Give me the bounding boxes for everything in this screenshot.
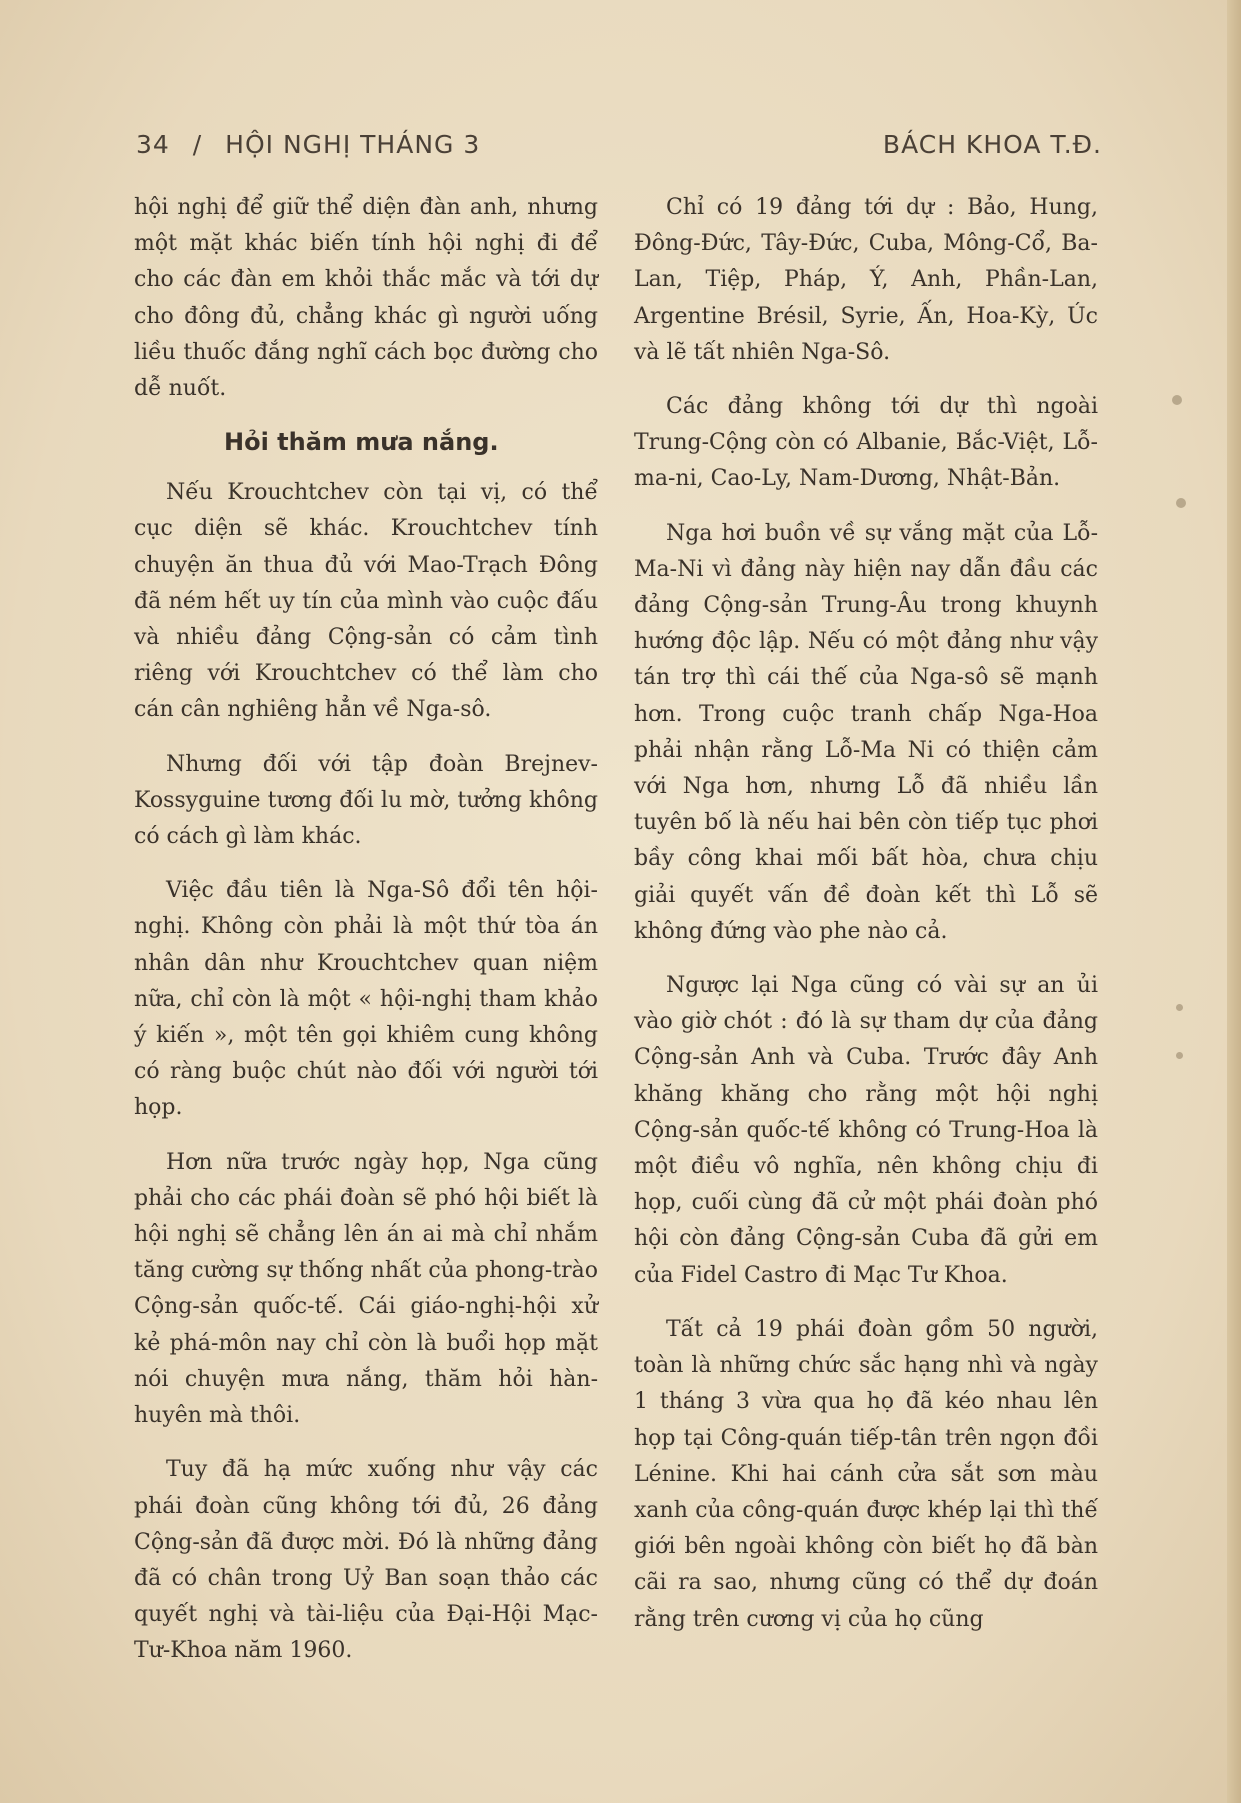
header-left [136,130,494,159]
paragraph: Nhưng đối với tập đoàn Brejnev-Kossyguine tương đối lu mờ, tưởng không có cách gì làm khác. [134,751,598,850]
paragraph: Ngược lại Nga cũng có vài sự an ủi vào giờ chót : đó là sự tham dự của đảng Cộng-sản Anh và Cuba. Trước đây Anh khăng khăng cho rằng một hội nghị Cộng-sản quốc-tế không có Trung-Hoa là một điều vô nghĩa, nên không chịu đi họp, cuối cùng đã cử một phái đoàn phó hội còn đảng Cộng-sản Cuba đã gửi em của Fidel Castro đi Mạc Tư Khoa. [634,973,1098,1288]
paragraph: Việc đầu tiên là Nga-Sô đổi tên hội-nghị. Không còn phải là một thứ tòa án nhân dân như Krouchtchev quan niệm nữa, chỉ còn là một « hội-nghị tham khảo ý kiến », một tên gọi khiêm cung không có ràng buộc chút nào đối với người tới họp. [134,878,598,1121]
paragraph: Các đảng không tới dự thì ngoài Trung-Cộng còn có Albanie, Bắc-Việt, Lỗ-ma-ni, Cao-Ly, Nam-Dương, Nhật-Bản. [634,394,1098,492]
paragraph: hội nghị để giữ thể diện đàn anh, nhưng một mặt khác biến tính hội nghị đi để cho các đàn em khỏi thắc mắc và tới dự cho đông đủ, chẳng khác gì người uống liều thuốc đắng nghĩ cách bọc đường cho dễ nuốt. [134,195,598,402]
section-title: HỘI NGHỊ THÁNG 3 [225,130,481,159]
paragraph: Chỉ có 19 đảng tới dự : Bảo, Hung, Đông-Đức, Tây-Đức, Cuba, Mông-Cổ, Ba-Lan, Tiệp, Pháp, Ý, Anh, Phần-Lan, Argentine Brésil, Syrie, Ấn, Hoa-Kỳ, Úc và lẽ tất nhiên Nga-Sô. [634,195,1098,365]
paper-blemish [1176,1052,1183,1059]
right-column [634,190,1098,1656]
header-separator: / [192,130,203,159]
section-heading: Hỏi thăm mưa nắng. [224,428,499,457]
left-column [134,190,598,1688]
page-number: 34 [136,130,170,159]
paper-blemish [1176,498,1186,508]
paragraph: Nếu Krouchtchev còn tại vị, có thể cục diện sẽ khác. Krouchtchev tính chuyện ăn thua đủ với Mao-Trạch Đông đã ném hết uy tín của mình vào cuộc đấu và nhiều đảng Cộng-sản có cảm tình riêng với Krouchtchev có thể làm cho cán cân nghiêng hẳn về Nga-sô. [134,480,598,723]
paper-blemish [1176,1004,1183,1011]
paragraph: Tất cả 19 phái đoàn gồm 50 người, toàn là những chức sắc hạng nhì và ngày 1 tháng 3 vừa qua họ đã kéo nhau lên họp tại Công-quán tiếp-tân trên ngọn đồi Lénine. Khi hai cánh cửa sắt sơn màu xanh của công-quán được khép lại thì thế giới bên ngoài không còn biết họ đã bàn cãi ra sao, nhưng cũng có thể dự đoán rằng trên cương vị của họ cũng [634,1316,1098,1632]
page-header [136,130,1102,170]
publication-title: BÁCH KHOA T.Đ. [882,130,1102,159]
paragraph: Hơn nữa trước ngày họp, Nga cũng phải cho các phái đoàn sẽ phó hội biết là hội nghị sẽ chẳng lên án ai mà chỉ nhắm tăng cường sự thống nhất của phong-trào Cộng-sản quốc-tế. Cái giáo-nghị-hội xử kẻ phá-môn nay chỉ còn là buổi họp mặt nói chuyện mưa nắng, thăm hỏi hàn-huyên mà thôi. [134,1149,598,1429]
paragraph: Tuy đã hạ mức xuống như vậy các phái đoàn cũng không tới đủ, 26 đảng Cộng-sản đã được mời. Đó là những đảng đã có chân trong Uỷ Ban soạn thảo các quyết nghị và tài-liệu của Đại-Hội Mạc-Tư-Khoa năm 1960. [134,1457,598,1664]
paper-blemish [1172,395,1182,405]
paragraph: Nga hơi buồn về sự vắng mặt của Lỗ-Ma-Ni vì đảng này hiện nay dẫn đầu các đảng Cộng-sản Trung-Âu trong khuynh hướng độc lập. Nếu có một đảng như vậy tán trợ thì cái thế của Nga-sô sẽ mạnh hơn. Trong cuộc tranh chấp Nga-Hoa phải nhận rằng Lỗ-Ma Ni có thiện cảm với Nga hơn, nhưng Lỗ đã nhiều lần tuyên bố là nếu hai bên còn tiếp tục phơi bầy công khai mối bất hòa, chưa chịu giải quyết vấn đề đoàn kết thì Lỗ sẽ không đứng vào phe nào cả. [634,520,1098,944]
page-edge [1227,0,1241,1803]
